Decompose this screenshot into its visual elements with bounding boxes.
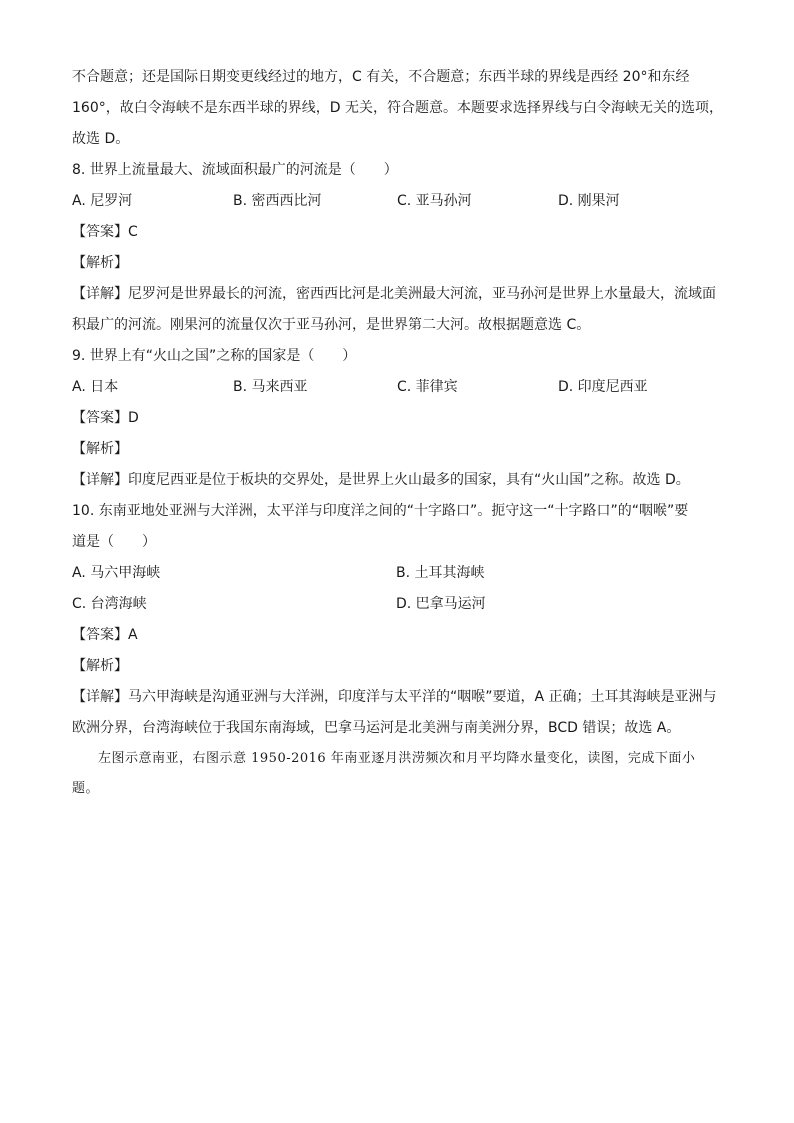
prev-explanation-line1: 不合题意；还是国际日期变更线经过的地方，C 有关，不合题意；东西半球的界线是西经 20°和东经: [72, 69, 690, 85]
document-page: [72, 62, 722, 804]
q9-option-a: A. 日本: [72, 379, 119, 395]
q10-detail-line2: 欧洲分界，台湾海峡位于我国东南海域，巴拿马运河是北美洲与南美洲分界，BCD 错误；故选 A。: [72, 720, 681, 736]
q10-options-row1: [72, 558, 722, 589]
q8-option-a: A. 尼罗河: [72, 193, 133, 209]
q10-options-row2: [72, 589, 722, 620]
q8-stem: 8. 世界上流量最大、流域面积最广的河流是（ ）: [72, 162, 398, 178]
q10-option-a: A. 马六甲海峡: [72, 565, 161, 581]
q8-option-c: C. 亚马孙河: [397, 193, 472, 209]
q8-detail-line2: 积最广的河流。刚果河的流量仅次于亚马孙河，是世界第二大河。故根据题意选 C。: [72, 317, 591, 333]
q9-detail-line1: 【详解】印度尼西亚是位于板块的交界处，是世界上火山最多的国家，具有“火山国”之称。故选 D。: [72, 472, 690, 488]
q10-option-b: B. 土耳其海峡: [396, 565, 485, 581]
prev-explanation-line3: 故选 D。: [72, 131, 130, 147]
q9-option-b: B. 马来西亚: [233, 379, 308, 395]
q8-option-d: D. 刚果河: [558, 193, 620, 209]
group-intro-line2: 题。: [72, 781, 100, 796]
q10-analysis-label: 【解析】: [72, 658, 128, 674]
q9-option-c: C. 菲律宾: [397, 379, 458, 395]
q9-option-d: D. 印度尼西亚: [558, 379, 648, 395]
q10-stem-line1: 10. 东南亚地处亚洲与大洋洲，太平洋与印度洋之间的“十字路口”。扼守这一“十字路口”的“咽喉”要: [72, 503, 689, 519]
group-intro-line1: 左图示意南亚，右图示意 1950-2016 年南亚逐月洪涝频次和月平均降水量变化，读图，完成下面小: [98, 751, 696, 766]
q9-answer: 【答案】D: [72, 410, 139, 426]
q8-option-b: B. 密西西比河: [233, 193, 322, 209]
q8-options: [72, 186, 722, 217]
q9-stem: 9. 世界上有“火山之国”之称的国家是（ ）: [72, 348, 357, 364]
prev-explanation-line2: 160°，故白令海峡不是东西半球的界线，D 无关，符合题意。本题要求选择界线与白令海峡无关的选项，: [72, 100, 723, 116]
q9-analysis-label: 【解析】: [72, 441, 128, 457]
q10-option-c: C. 台湾海峡: [72, 596, 147, 612]
q8-detail-line1: 【详解】尼罗河是世界最长的河流，密西西比河是北美洲最大河流，亚马孙河是世界上水量最大，流域面: [72, 286, 716, 302]
q8-analysis-label: 【解析】: [72, 255, 128, 271]
q10-option-d: D. 巴拿马运河: [396, 596, 486, 612]
q8-answer: 【答案】C: [72, 224, 138, 240]
q10-detail-line1: 【详解】马六甲海峡是沟通亚洲与大洋洲，印度洋与太平洋的“咽喉”要道，A 正确；土耳其海峡是亚洲与: [72, 689, 717, 705]
q9-options: [72, 372, 722, 403]
q10-stem-line2: 道是（ ）: [72, 534, 156, 550]
q10-answer: 【答案】A: [72, 627, 138, 643]
